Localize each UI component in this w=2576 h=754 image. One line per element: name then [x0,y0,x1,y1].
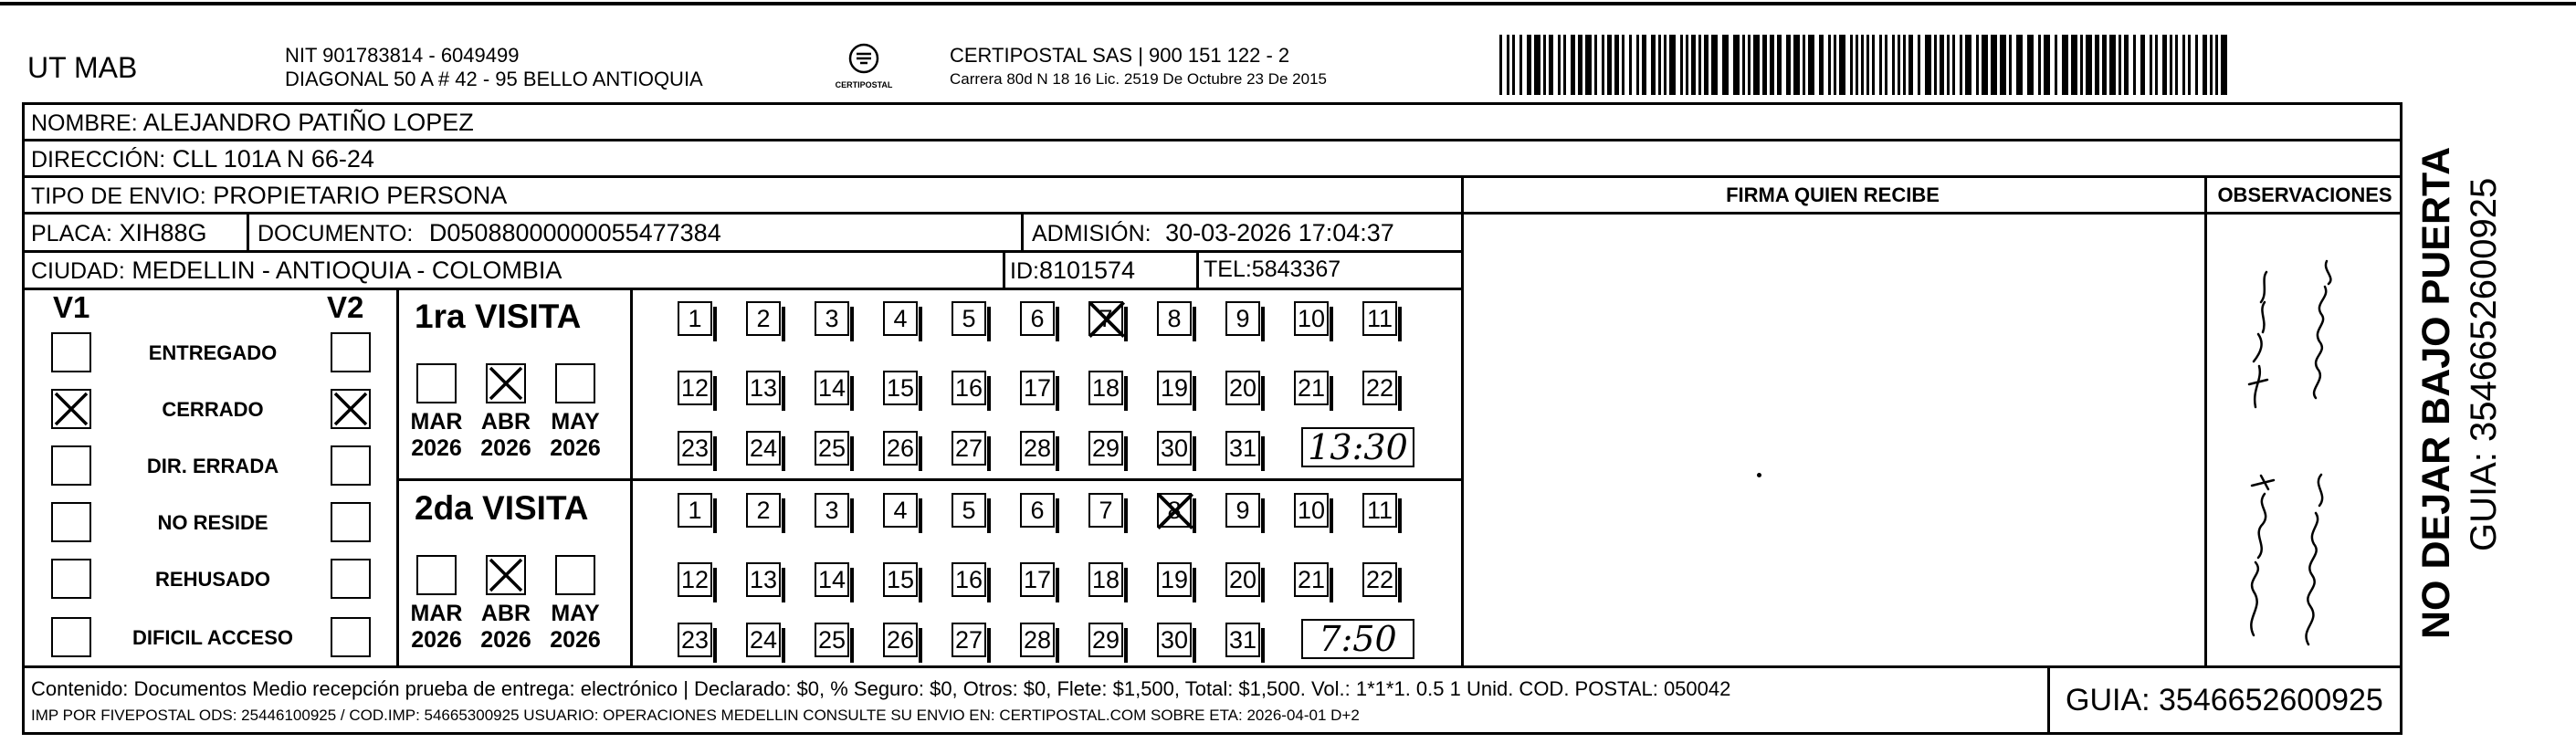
status-label: REHUSADO [155,568,270,591]
barcode-bar [2062,35,2068,95]
barcode-bar [1691,35,1696,95]
month-name: MAR [410,601,463,626]
v2-checkbox[interactable] [331,559,371,599]
month-name: MAY [551,601,600,626]
visit2-day-box[interactable]: 5 [952,493,986,528]
barcode-bar [1680,35,1683,95]
certipostal-name: CERTIPOSTAL SAS | 900 151 122 - 2 [950,44,1290,67]
row-line [22,175,2403,178]
barcode [1499,35,2232,95]
obs-divider [2204,175,2207,667]
barcode-bar [1834,35,1836,95]
visit2-time[interactable]: 7:50 [1301,619,1414,659]
visit2-day-box[interactable]: 15 [883,562,918,597]
barcode-bar [1861,35,1864,95]
visit1-day-box[interactable]: 23 [678,431,712,466]
month-name: ABR [480,601,531,626]
no-dejar-bajo-puerta: NO DEJAR BAJO PUERTA [2414,146,2458,639]
visit1-day-box[interactable]: 24 [746,431,781,466]
barcode-bar [2027,35,2034,95]
v2-checkbox[interactable] [331,332,371,372]
visit2-day-box[interactable]: 6 [1020,493,1055,528]
side-guia: GUIA: 3546652600925 [2464,177,2504,551]
direccion-value: CLL 101A N 66-24 [172,145,374,173]
ciudad-label: CIUDAD: [31,258,125,284]
barcode-bar [1543,35,1546,95]
visit2-month-checkbox[interactable] [555,555,595,595]
row-line [22,288,1463,290]
v1-checkbox[interactable] [51,445,91,486]
footer-line [22,665,2403,668]
admision-value: 30-03-2026 17:04:37 [1165,219,1394,246]
barcode-bar [2124,35,2129,95]
visit1-month-checkbox[interactable] [486,363,526,403]
visit2-day-box[interactable]: 31 [1225,623,1260,657]
visit1-time[interactable]: 13:30 [1301,427,1414,467]
barcode-bar [1602,35,1604,95]
visit2-day-box[interactable]: 22 [1362,562,1397,597]
visit1-day-box[interactable]: 16 [952,371,986,405]
barcode-bar [1519,35,1522,95]
placa-value: XIH88G [119,219,207,246]
visit2-day-box[interactable]: 25 [815,623,849,657]
barcode-bar [1934,35,1937,95]
barcode-bar [1607,35,1612,95]
barcode-bar [1762,35,1767,95]
visit1-day-box[interactable]: 9 [1225,301,1260,336]
signature-dot [1757,473,1761,477]
barcode-bar [2182,35,2185,95]
visit1-day-box[interactable]: 22 [1362,371,1397,405]
barcode-bar [1549,35,1553,95]
visit1-day-box[interactable]: 30 [1157,431,1192,466]
svg-text:CERTIPOSTAL: CERTIPOSTAL [835,80,893,89]
visit1-month-label [548,409,603,462]
barcode-bar [1777,35,1782,95]
barcode-bar [1704,35,1709,95]
v1-checkbox[interactable] [51,617,91,657]
visit2-day-box[interactable]: 11 [1362,493,1397,528]
barcode-bar [1925,35,1931,95]
nombre-value: ALEJANDRO PATIÑO LOPEZ [142,109,474,136]
row-line [22,250,1463,253]
visit2-day-box[interactable]: 13 [746,562,781,597]
barcode-bar [2055,35,2057,95]
barcode-bar [1527,35,1531,95]
firma-divider [1461,175,1464,667]
month-year: 2026 [550,626,601,653]
v2-checkbox[interactable] [331,389,371,429]
nombre-label: NOMBRE: [31,110,138,136]
month-year: 2026 [550,435,601,461]
visit1-month-label [409,409,464,462]
barcode-bar [2155,35,2158,95]
barcode-bar [2000,35,2006,95]
barcode-bar [1558,35,1561,95]
month-year: 2026 [411,626,462,653]
barcode-bar [1770,35,1774,95]
barcode-bar [1722,35,1729,95]
barcode-bar [2016,35,2023,95]
visit1-day-box[interactable]: 25 [815,431,849,466]
v2-label: V2 [327,290,364,324]
id-value: 8101574 [1038,257,1136,284]
barcode-bar [1499,35,1502,95]
month-year: 2026 [480,435,531,461]
firma-header-line [1461,212,2403,215]
month-name: MAR [410,409,463,435]
footer-content: Contenido: Documentos Medio recepción prueba de entrega: electrónico | Declarado: $0, % Seguro: $0, Otros: $0, Flete: $1,500, Total: $1,500. Vol.: 1*1*1. 0.5 1 Unid. COD. POSTAL: 050042 [31,677,1731,700]
visit2-month-checkbox[interactable] [416,555,457,595]
barcode-bar [2215,35,2218,95]
visit1-title: 1ra VISITA [415,298,582,335]
barcode-bar [1563,35,1566,95]
visit1-day-box[interactable]: 10 [1294,301,1329,336]
visit2-day-box[interactable]: 16 [952,562,986,597]
cell-divider [1003,250,1005,288]
barcode-bar [2210,35,2213,95]
barcode-bar [1636,35,1639,95]
footer-guia: GUIA: 3546652600925 [2066,683,2383,717]
row-line [22,139,2403,141]
barcode-bar [1651,35,1656,95]
visit1-day-box[interactable] [1088,301,1123,336]
barcode-bar [2175,35,2178,95]
barcode-bar [1908,35,1913,95]
documento-label: DOCUMENTO: [258,221,414,246]
visit1-month-label [478,409,533,462]
barcode-bar [1965,35,1971,95]
visit1-day-box[interactable]: 26 [883,431,918,466]
observaciones-header: OBSERVACIONES [2217,183,2392,206]
barcode-bar [2162,35,2167,95]
barcode-bar [1594,35,1597,95]
v1-checkbox[interactable] [51,332,91,372]
v2-checkbox[interactable] [331,445,371,486]
visit2-day-box[interactable]: 21 [1294,562,1329,597]
visit2-day-box[interactable] [1157,493,1192,528]
barcode-bar [2203,35,2207,95]
status-label: DIR. ERRADA [146,455,279,477]
barcode-bar [1839,35,1845,95]
v2-checkbox[interactable] [331,617,371,657]
barcode-bar [2044,35,2050,95]
barcode-bar [2095,35,2099,95]
id-label: ID: [1010,258,1039,284]
visit1-day-box[interactable]: 11 [1362,301,1397,336]
visit1-day-box[interactable]: 28 [1020,431,1055,466]
barcode-bar [1534,35,1540,95]
barcode-bar [1947,35,1950,95]
visit1-day-box[interactable]: 2 [746,301,781,336]
barcode-bar [1803,35,1805,95]
visit2-month-label [409,601,464,654]
barcode-bar [1733,35,1740,95]
visit1-day-box[interactable]: 31 [1225,431,1260,466]
month-name: MAY [551,409,600,435]
visit2-month-label [548,601,603,654]
visit1-day-box[interactable]: 6 [1020,301,1055,336]
visit1-day-box[interactable]: 1 [678,301,712,336]
barcode-bar [1507,35,1509,95]
cell-divider [1196,250,1199,288]
visit2-month-label [478,601,533,654]
footer-divider [2047,665,2050,735]
barcode-bar [2195,35,2198,95]
barcode-bar [1711,35,1718,95]
barcode-bar [1698,35,1701,95]
documento-value: D05088000000055477384 [428,219,721,246]
visits-divider [630,288,633,665]
barcode-bar [1982,35,1988,95]
visit2-day-box[interactable]: 1 [678,493,712,528]
visit1-day-box[interactable]: 5 [952,301,986,336]
visit1-day-box[interactable]: 14 [815,371,849,405]
admision-label: ADMISIÓN: [1032,221,1151,246]
barcode-bar [1828,35,1831,95]
barcode-bar [1512,35,1515,95]
barcode-bar [1879,35,1882,95]
barcode-bar [1885,35,1887,95]
cell-divider [1021,212,1024,250]
direccion-label: DIRECCIÓN: [31,147,166,173]
visit1-day-box[interactable]: 19 [1157,371,1192,405]
barcode-bar [2221,35,2227,95]
visit2-month-checkbox[interactable] [486,555,526,595]
visit1-day-box[interactable]: 13 [746,371,781,405]
visit1-day-box[interactable]: 4 [883,301,918,336]
tipo-envio-value: PROPIETARIO PERSONA [213,182,508,209]
visit1-day-box[interactable]: 21 [1294,371,1329,405]
status-label: NO RESIDE [157,511,268,534]
visit1-day-box[interactable]: 12 [678,371,712,405]
visit2-day-box[interactable]: 9 [1225,493,1260,528]
placa-label: PLACA: [31,221,112,246]
barcode-bar [2109,35,2116,95]
barcode-bar [1960,35,1962,95]
barcode-bar [1742,35,1745,95]
company-name: UT MAB [27,51,138,84]
visit2-day-box[interactable]: 2 [746,493,781,528]
visit2-day-box[interactable]: 17 [1020,562,1055,597]
barcode-bar [1898,35,1900,95]
barcode-bar [1819,35,1824,95]
barcode-bar [2038,35,2041,95]
certipostal-address: Carrera 80d N 18 16 Lic. 2519 De Octubre 23 De 2015 [950,70,1327,88]
visit2-day-box[interactable]: 24 [746,623,781,657]
visit2-day-box[interactable]: 14 [815,562,849,597]
barcode-bar [1918,35,1920,95]
barcode-bar [1866,35,1869,95]
visit1-day-box[interactable]: 8 [1157,301,1192,336]
barcode-bar [1578,35,1582,95]
v1-label: V1 [53,290,90,324]
ciudad-value: MEDELLIN - ANTIOQUIA - COLOMBIA [131,257,563,284]
v1-checkbox[interactable] [51,502,91,542]
visit2-day-box[interactable]: 4 [883,493,918,528]
visit2-day-box[interactable]: 3 [815,493,849,528]
visit1-day-box[interactable]: 3 [815,301,849,336]
visit2-day-box[interactable]: 19 [1157,562,1192,597]
day-check-mark [1155,491,1195,531]
barcode-bar [1872,35,1875,95]
v1-checkbox[interactable] [51,559,91,599]
visit1-day-box[interactable]: 27 [952,431,986,466]
barcode-bar [1892,35,1895,95]
observaciones-handwriting [2208,215,2400,665]
barcode-bar [1622,35,1624,95]
barcode-bar [1629,35,1632,95]
barcode-bar [2140,35,2145,95]
visit1-day-box[interactable]: 18 [1088,371,1123,405]
status-label: CERRADO [162,398,264,421]
month-year: 2026 [411,435,462,461]
barcode-bar [1686,35,1688,95]
barcode-bar [2188,35,2191,95]
barcode-bar [2080,35,2083,95]
barcode-bar [2119,35,2121,95]
barcode-bar [2150,35,2152,95]
visit2-title: 2da VISITA [415,489,589,527]
barcode-bar [1786,35,1791,95]
visit2-day-box[interactable]: 29 [1088,623,1123,657]
visit-separator [396,478,1461,481]
day-number: 7 [1099,304,1113,332]
barcode-bar [1991,35,1997,95]
visit2-day-box[interactable]: 10 [1294,493,1329,528]
address-text: DIAGONAL 50 A # 42 - 95 BELLO ANTIOQUIA [285,68,703,90]
visit2-day-box[interactable]: 30 [1157,623,1192,657]
day-number: 8 [1167,496,1182,524]
month-name: ABR [480,409,531,435]
visit1-month-checkbox[interactable] [555,363,595,403]
certipostal-logo [829,38,899,93]
barcode-bar [1940,35,1944,95]
visit2-day-box[interactable]: 18 [1088,562,1123,597]
nit-text: NIT 901783814 - 6049499 [285,44,520,67]
tel-value: 5843367 [1251,257,1341,282]
visit1-day-box[interactable]: 20 [1225,371,1260,405]
barcode-bar [1793,35,1800,95]
visit1-day-box[interactable]: 29 [1088,431,1123,466]
tipo-envio-label: TIPO DE ENVIO: [31,183,206,209]
barcode-bar [2170,35,2172,95]
barcode-bar [1856,35,1858,95]
barcode-bar [1753,35,1760,95]
barcode-bar [2133,35,2136,95]
barcode-bar [1614,35,1619,95]
month-year: 2026 [480,626,531,653]
barcode-bar [1658,35,1661,95]
barcode-bar [2009,35,2012,95]
visit2-day-box[interactable]: 23 [678,623,712,657]
visit1-day-box[interactable]: 17 [1020,371,1055,405]
barcode-bar [2086,35,2092,95]
top-border [0,2,2576,5]
barcode-bar [1669,35,1676,95]
barcode-bar [1903,35,1906,95]
visit1-day-box[interactable]: 15 [883,371,918,405]
barcode-bar [1952,35,1955,95]
v1-checkbox[interactable] [51,389,91,429]
barcode-bar [1850,35,1853,95]
firma-header: FIRMA QUIEN RECIBE [1726,183,1940,206]
tel-label: TEL: [1204,257,1252,282]
barcode-bar [1748,35,1751,95]
visit2-day-box[interactable]: 12 [678,562,712,597]
barcode-bar [1664,35,1667,95]
day-check-mark [1087,299,1127,340]
barcode-bar [1571,35,1575,95]
barcode-bar [1808,35,1814,95]
cell-divider [247,212,249,250]
visit2-day-box[interactable]: 28 [1020,623,1055,657]
visit1-month-checkbox[interactable] [416,363,457,403]
visit2-day-box[interactable]: 7 [1088,493,1123,528]
visit2-day-box[interactable]: 27 [952,623,986,657]
status-label: DIFICIL ACCESO [131,626,293,649]
barcode-bar [2071,35,2077,95]
barcode-bar [1642,35,1646,95]
v2-checkbox[interactable] [331,502,371,542]
barcode-bar [1976,35,1979,95]
footer-imp: IMP POR FIVEPOSTAL ODS: 25446100925 / COD.IMP: 54665300925 USUARIO: OPERACIONES MEDELLIN CONSULTE SU ENVIO EN: CERTIPOSTAL.COM SOBRE ETA: 2026-04-01 D+2 [31,707,1360,724]
barcode-bar [1585,35,1592,95]
barcode-bar [2102,35,2107,95]
visit2-day-box[interactable]: 20 [1225,562,1260,597]
status-label: ENTREGADO [148,341,278,364]
visit2-day-box[interactable]: 26 [883,623,918,657]
status-divider [396,288,399,665]
